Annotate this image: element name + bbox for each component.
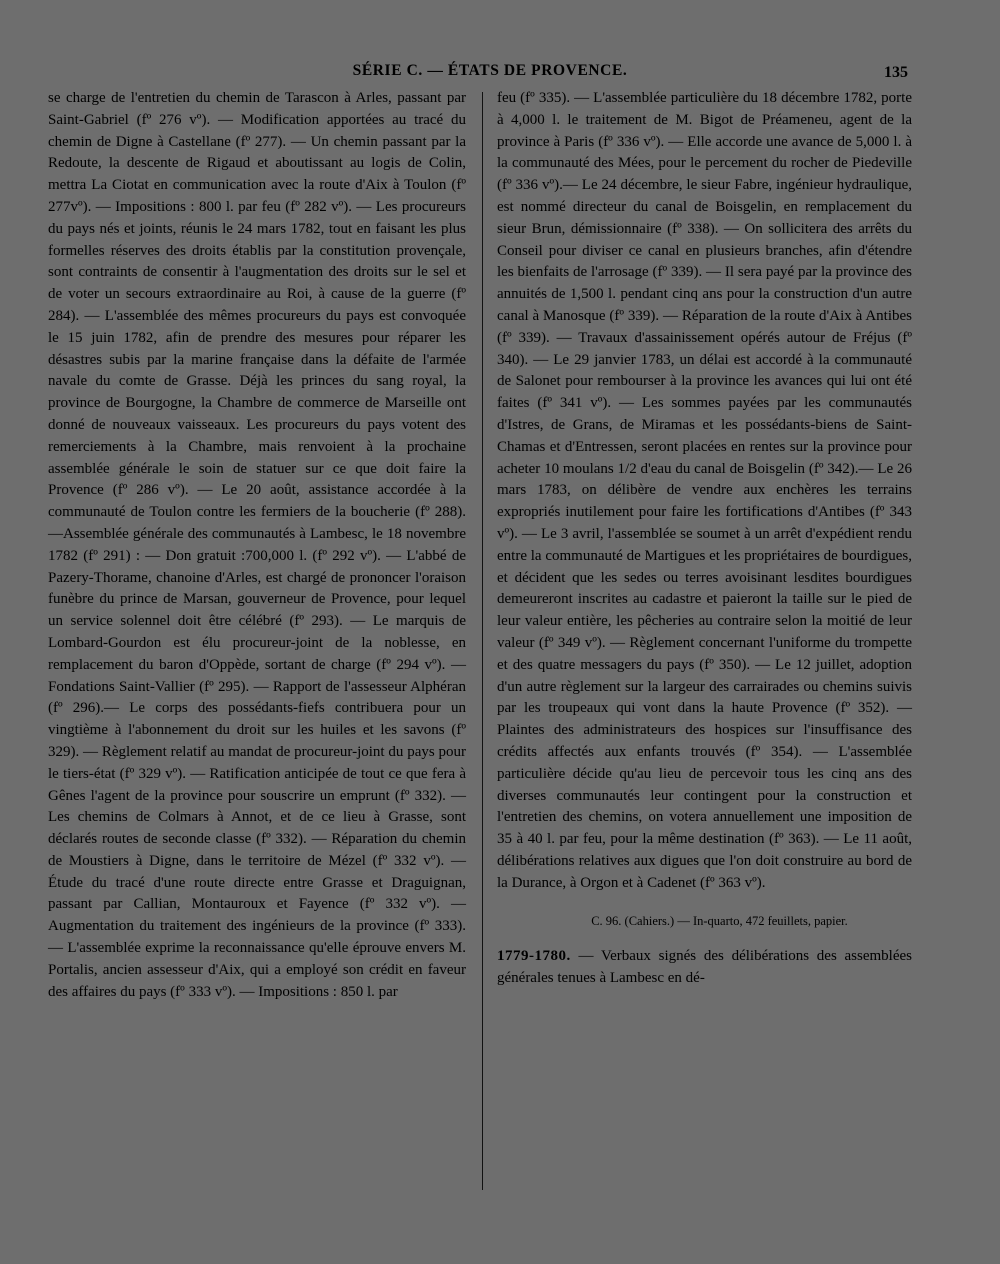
page-header (0, 60, 1000, 88)
left-column (48, 88, 466, 1003)
entry-heading: 1779-1780. (497, 948, 571, 965)
left-column-text: se charge de l'entretien du chemin de Tarascon à Arles, passant par Saint-Gabriel (fº 276 vº). — Modification apportées au tracé du chemin de Digne à Castellane (fº 277). — Un chemin passant par la Redoute, la descente de Rigaud et aboutissant au logis de Colin, mettra La Ciotat en communication avec la route d'Aix à Toulon (fº 277vº). — Impositions : 800 l. par feu (fº 282 vº). — Les procureurs du pays nés et joints, réunis le 24 mars 1782, tout en faisant les plus formelles réserves des droits établis par la constitution provençale, sont contraints de consentir à l'augmentation des droits sur le sel et de voter un secours extraordinaire au Roi, à cause de la guerre (fº 284). — L'assemblée des mêmes procureurs du pays est convoquée le 15 juin 1782, afin de prendre des mesures pour réparer les désastres subis par la marine française dans la défaite de l'armée navale du comte de Grasse. Déjà les princes du sang royal, la province de Bourgogne, la Chambre de commerce de Marseille ont donné de nouveaux vaisseaux. Les procureurs du pays votent des remerciements à la Chambre, mais renvoient à la prochaine assemblée générale le soin de statuer sur ce que doit faire la Provence (fº 286 vº). — Le 20 août, assistance accordée à la communauté de Toulon contre les fermiers de la boucherie (fº 288). —Assemblée générale des communautés à Lambesc, le 18 novembre 1782 (fº 291) : — Don gratuit :700,000 l. (fº 292 vº). — L'abbé de Pazery-Thorame, chanoine d'Arles, est chargé de prononcer l'oraison funèbre du prince de Marsan, gouverneur de Provence, pour lequel un service solennel doit être célébré (fº 293). — Le marquis de Lombard-Gourdon est élu procureur-joint de la noblesse, en remplacement du baron d'Oppède, sortant de charge (fº 294 vº). — Fondations Saint-Vallier (fº 295). — Rapport de l'assesseur Alphéran (fº 296).— Le corps des possédants-fiefs contribuera pour un vingtième à l'abonnement du droit sur les huiles et les savons (fº 329). — Règlement relatif au mandat de procureur-joint du pays pour le tiers-état (fº 329 vº). — Ratification anticipée de tout ce que fera à Gênes l'agent de la province pour souscrire un emprunt (fº 332). — Les chemins de Colmars à Annot, et de ce lieu à Grasse, sont déclarés routes de seconde classe (fº 332). — Réparation du chemin de Moustiers à Digne, dans le territoire de Mézel (fº 332 vº). — Étude du tracé d'une route directe entre Grasse et Draguignan, passant par Callian, Montauroux et Fayence (fº 332 vº). —Augmentation du traitement des ingénieurs de la province (fº 333). — L'assemblée exprime la reconnaissance qu'elle éprouve envers M. Portalis, ancien assesseur d'Aix, qui a employé son crédit en faveur des affaires du pays (fº 333 vº). — Impositions : 850 l. par (48, 90, 466, 1000)
archive-note: C. 96. (Cahiers.) — In-quarto, 472 feuillets, papier. (591, 914, 848, 929)
column-divider (482, 92, 483, 1190)
page-number: 135 (884, 64, 908, 81)
right-column (497, 88, 912, 990)
entry-text: — Verbaux signés des délibérations des assemblées générales tenues à Lambesc en dé- (497, 948, 913, 987)
entry-paragraph (497, 946, 912, 990)
running-head: SÉRIE C. — ÉTATS DE PROVENCE. (352, 62, 628, 79)
right-column-text: feu (fº 335). — L'assemblée particulière du 18 décembre 1782, porte à 4,000 l. le traitement de M. Bigot de Préameneu, agent de la province à Paris (fº 336 vº). — Elle accorde une avance de 5,000 l. à la communauté des Mées, pour le percement du rocher de Piedeville (fº 336 vº).— Le 24 décembre, le sieur Fabre, ingénieur hydraulique, est nommé directeur du canal de Boisgelin, en remplacement du sieur Brun, démissionnaire (fº 338). — On sollicitera des arrêts du Conseil pour diviser ce canal en plusieurs branches, afin d'étendre les bienfaits de l'arrosage (fº 339). — Il sera payé par la province des annuités de 1,500 l. pendant cinq ans pour la construction d'un autre canal à Manosque (fº 339). — Réparation de la route d'Aix à Antibes (fº 339). — Travaux d'assainissement opérés autour de Fréjus (fº 340). — Le 29 janvier 1783, un délai est accordé à la communauté de Salonet pour rembourser à la province les avances qui lui ont été faites (fº 341 vº). — Les sommes payées par les communautés d'Istres, de Grans, de Miramas et les possédants-biens de Saint-Chamas et d'Entressen, seront placées en rentes sur la province pour acheter 10 moulans 1/2 d'eau du canal de Boisgelin (fº 342).— Le 26 mars 1783, on délibère de vendre aux enchères les terrains expropriés inutilement pour faire les fortifications d'Antibes (fº 343 vº). — Le 3 avril, l'assemblée se soumet à un arrêt d'expédient rendu entre la communauté de Martigues et les propriétaires de bourdigues, et décident que les sedes ou terres avoisinant lesdites bourdigues demeureront inscrites au cadastre et paieront la taille sur le pied de leur valeur entière, les pêcheries au contraire selon la moitié de leur valeur (fº 349 vº). — Règlement concernant l'uniforme du trompette et des quatre messagers du pays (fº 350). — Le 12 juillet, adoption d'un autre règlement sur la largeur des carrairades ou chemins suivis par les troupeaux qui vont dans la haute Provence (fº 352). — Plaintes des administrateurs des hospices sur l'insuffisance des crédits affectés aux enfants trouvés (fº 354). — L'assemblée particulière décide qu'au lieu de percevoir tous les cinq ans des diverses communautés leur contingent pour la construction et l'entretien des chemins, on votera annuellement une imposition de 35 à 40 l. par feu, pour la même destination (fº 363). — Le 11 août, délibérations relatives aux digues que l'on doit construire au bord de la Durance, à Orgon et à Cadenet (fº 363 vº). (497, 90, 912, 891)
